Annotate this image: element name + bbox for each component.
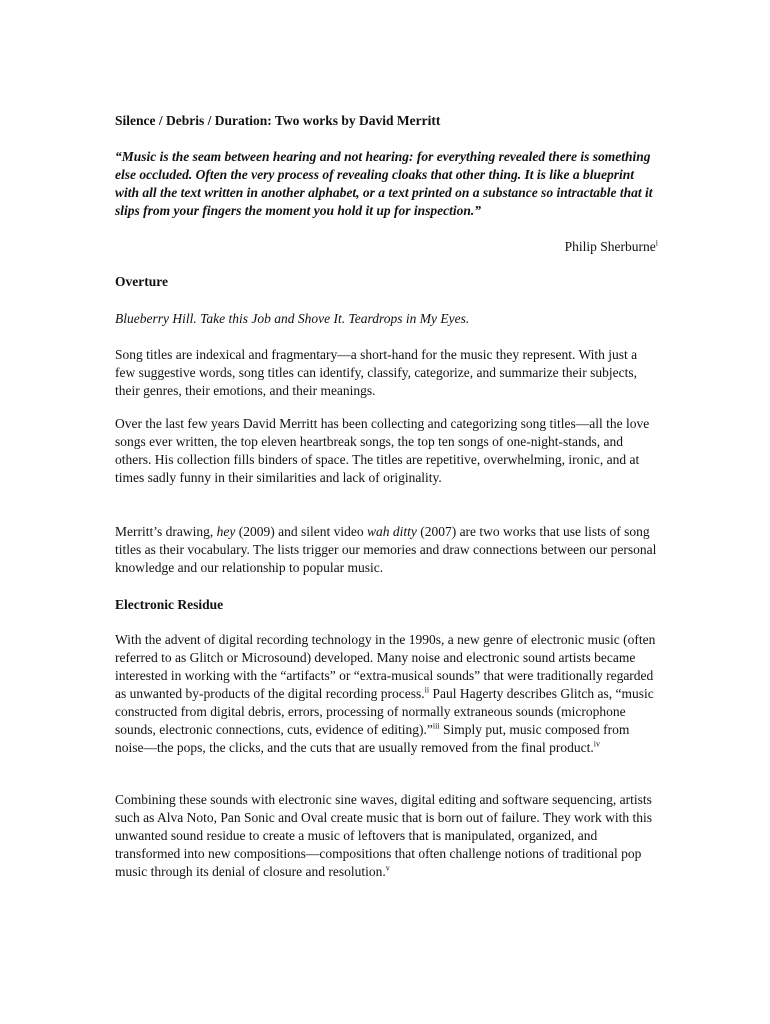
text-run: With the advent of digital recording technology in the 1990s, a new genre of electronic music (often referred to as Glitch or Microsound) developed. Many noise and electronic sound artists became interested in working with the “artifacts” or “extra-musical sounds” that were traditionally regarded as unwanted by-products of the digital recording process.	[115, 632, 656, 701]
paragraph: Song titles are indexical and fragmentary—a short-hand for the music they represent. With just a few suggestive words, song titles can identify, classify, categorize, and summarize their subjects, their genres, their emotions, and their meanings.	[115, 347, 638, 398]
document-title: Silence / Debris / Duration: Two works by David Merritt	[115, 113, 441, 128]
endnote-marker: i	[655, 238, 658, 248]
text-run: Combining these sounds with electronic sine waves, digital editing and software sequencing, artists such as Alva Noto, Pan Sonic and Oval create music that is born out of failure. They work with this unwanted sound residue to create a music of leftovers that is manipulated, organized, and transformed into new compositions—compositions that often challenge notions of traditional pop music through its denial of closure and resolution.	[115, 792, 653, 879]
section-heading-electronic-residue: Electronic Residue	[115, 597, 224, 612]
endnote-marker: v	[385, 863, 390, 873]
paragraph	[115, 631, 660, 757]
endnote-marker: iii	[432, 721, 440, 731]
text-run: (2007) are two works that use lists of song titles as their vocabulary. The lists trigger our memories and draw connections between our personal knowledge and our relationship to popular music.	[115, 524, 657, 575]
epigraph-attribution	[565, 238, 658, 256]
text-run: (2009) and silent video	[235, 524, 367, 539]
endnote-marker: ii	[424, 685, 430, 695]
section-heading-overture: Overture	[115, 274, 168, 289]
paragraph	[115, 791, 660, 881]
work-title: wah ditty	[366, 524, 417, 539]
epigraph-author: Philip Sherburne	[564, 239, 656, 254]
paragraph	[115, 523, 660, 577]
text-run: Merritt’s drawing,	[115, 524, 217, 539]
text-run: Simply put, music composed from noise—the pops, the clicks, and the cuts that are usually removed from the final product.	[115, 722, 630, 755]
song-title-list: Blueberry Hill. Take this Job and Shove It. Teardrops in My Eyes.	[115, 311, 470, 326]
paragraph: Over the last few years David Merritt has been collecting and categorizing song titles—all the love songs ever written, the top eleven heartbreak songs, the top ten songs of one-night-stands, and others. His collection fills binders of space. The titles are repetitive, overwhelming, ironic, and at times sadly funny in their similarities and lack of originality.	[115, 416, 650, 485]
endnote-marker: iv	[593, 739, 600, 749]
epigraph-quote: “Music is the seam between hearing and not hearing: for everything revealed there is something else occluded. Often the very process of revealing cloaks that other thing. It is like a blueprint with all the text written in another alphabet, or a text printed on a substance so intractable that it slips from your fingers the moment you hold it up for inspection.”	[115, 149, 653, 218]
text-run: Paul Hagerty describes Glitch as, “music constructed from digital debris, errors, processing of normally extraneous sounds (microphone sounds, electronic connections, cuts, evidence of editing).”	[115, 686, 654, 737]
work-title: hey	[216, 524, 236, 539]
